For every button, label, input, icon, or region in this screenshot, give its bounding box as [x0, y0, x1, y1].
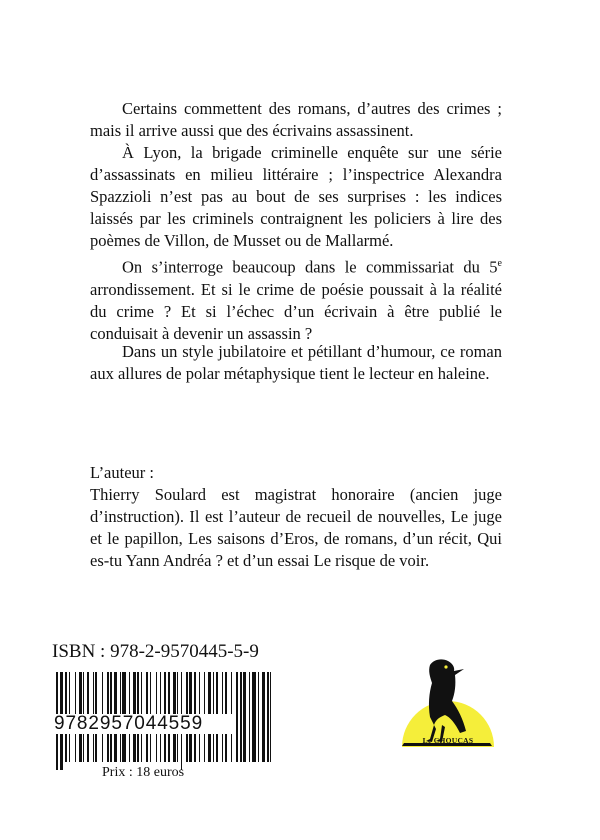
- blurb-paragraph-3-start: On s’interroge beaucoup dans le commissariat du 5: [122, 257, 498, 277]
- barcode-bar: [270, 672, 271, 762]
- bird-eye: [444, 665, 447, 668]
- ordinal-superscript: e: [497, 258, 502, 269]
- barcode-bar: [262, 672, 265, 762]
- author-bio: Thierry Soulard est magistrat honoraire (ancien juge d’instruction). Il est l’auteur de recueil de nouvelles, Le juge et le papillon, Les saisons d’Eros, de romans, d’un récit, Qui es-tu Yann Andréa ? et d’un essai Le risque de voir.: [90, 485, 502, 570]
- publisher-name: Le CHOUCAS: [422, 736, 474, 745]
- author-heading: L’auteur :: [90, 463, 154, 482]
- barcode-bar: [243, 672, 246, 762]
- blurb-paragraph-4: Dans un style jubilatoire et pétillant d’humour, ce roman aux allures de polar métaphysique tient le lecteur en haleine.: [90, 342, 502, 383]
- blurb-paragraph-3: [90, 253, 502, 345]
- barcode-bar: [252, 672, 256, 762]
- barcode-bar: [267, 672, 269, 762]
- barcode-bar: [236, 672, 238, 762]
- barcode-bar: [240, 672, 242, 762]
- price-label: Prix : 18 euros: [102, 765, 185, 780]
- blurb-paragraph-3-end: arrondissement. Et si le crime de poésie poussait à la réalité du crime ? Et si l’échec d’un écrivain à être publié le conduisait à devenir un assassin ?: [90, 279, 502, 343]
- blurb-paragraph-1: Certains commettent des romans, d’autres des crimes ; mais il arrive aussi que des écrivains assassinent.: [90, 99, 502, 140]
- blurb-paragraph-2: À Lyon, la brigade criminelle enquête sur une série d’assassinats en milieu littéraire ; l’inspectrice Alexandra Spazzioli n’est pas au bout de ses surprises : les indices laissés par les criminels contraignent les policiers à lire des poèmes de Villon, de Musset ou de Mallarmé.: [90, 143, 502, 250]
- barcode-digits: 9782957044559: [52, 714, 232, 734]
- barcode-bar: [258, 672, 259, 762]
- isbn-label: ISBN : 978-2-9570445-5-9: [52, 641, 259, 662]
- barcode-bar: [249, 672, 250, 762]
